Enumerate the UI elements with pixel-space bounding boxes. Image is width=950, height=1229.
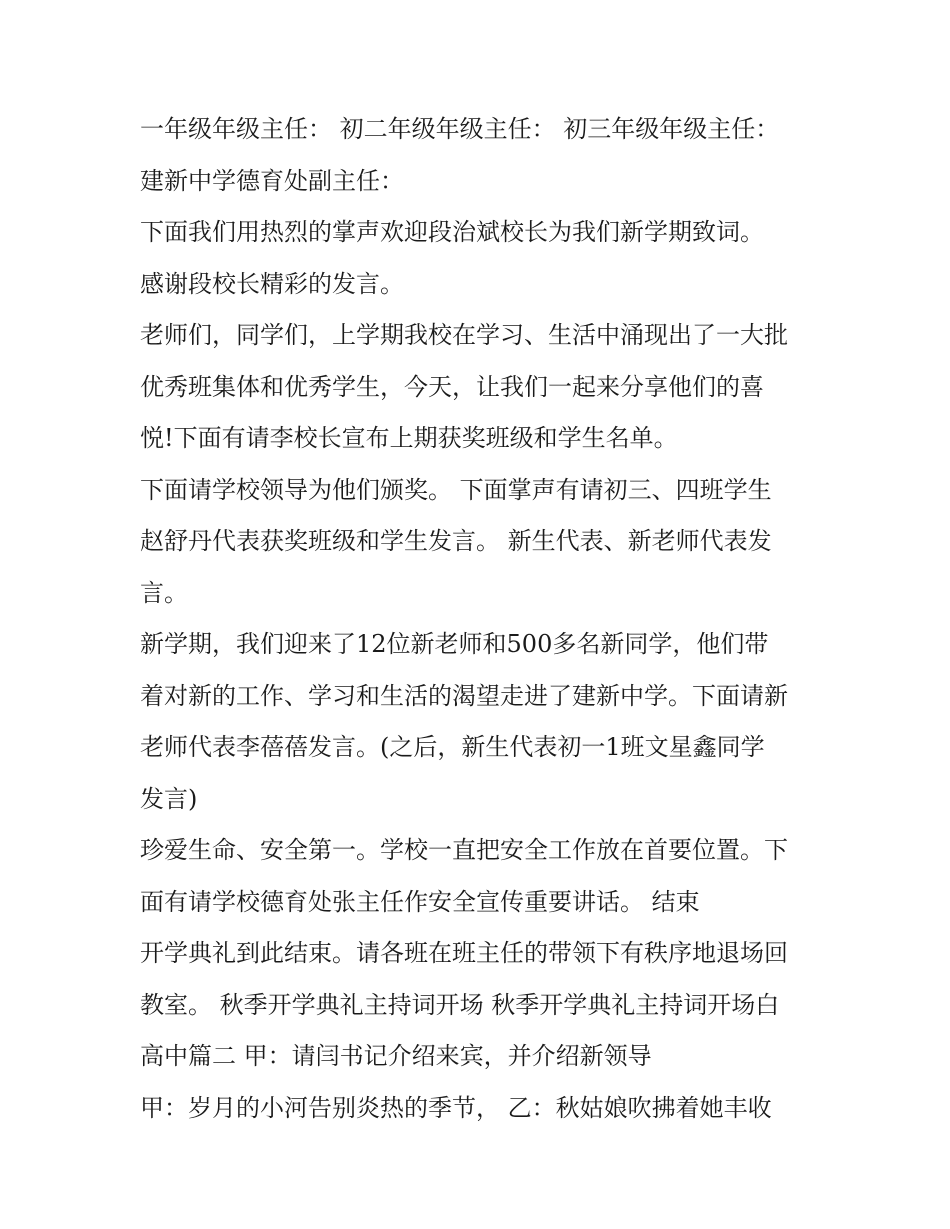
text-line: 面有请学校德育处张主任作安全宣传重要讲话。 结束 xyxy=(140,887,700,916)
text-line: 着对新的工作、学习和生活的渴望走进了建新中学。下面请新 xyxy=(140,681,788,710)
text-line: 甲：岁月的小河告别炎热的季节， 乙：秋姑娘吹拂着她丰收 xyxy=(140,1093,772,1122)
document-body xyxy=(140,104,820,1134)
text-line: 优秀班集体和优秀学生，今天，让我们一起来分享他们的喜 xyxy=(140,372,764,401)
text-line: 言。 xyxy=(140,578,188,607)
text-line: 悦!下面有请李校长宣布上期获奖班级和学生名单。 xyxy=(140,424,678,452)
text-line: 老师代表李蓓蓓发言。(之后，新生代表初一1班文星鑫同学 xyxy=(140,733,765,761)
text-line: 高中篇二 甲：请闫书记介绍来宾，并介绍新领导 xyxy=(140,1042,652,1070)
text-line: 开学典礼到此结束。请各班在班主任的带领下有秩序地退场回 xyxy=(140,939,788,967)
text-line: 下面请学校领导为他们颁奖。 下面掌声有请初三、四班学生 xyxy=(140,475,772,504)
text-line: 建新中学德育处副主任： xyxy=(140,166,404,195)
text-line: 教室。 秋季开学典礼主持词开场 秋季开学典礼主持词开场白 xyxy=(140,990,780,1019)
text-line: 下面我们用热烈的掌声欢迎段治斌校长为我们新学期致词。 xyxy=(140,218,764,246)
text-line: 一年级年级主任： 初二年级年级主任： 初三年级年级主任： xyxy=(140,115,780,143)
text-line: 感谢段校长精彩的发言。 xyxy=(140,269,404,298)
text-line: 新学期，我们迎来了12位新老师和500多名新同学，他们带 xyxy=(140,630,769,658)
text-line: 老师们，同学们，上学期我校在学习、生活中涌现出了一大批 xyxy=(140,321,788,349)
text-line: 珍爱生命、安全第一。学校一直把安全工作放在首要位置。下 xyxy=(140,836,788,864)
text-line: 赵舒丹代表获奖班级和学生发言。 新生代表、新老师代表发 xyxy=(140,527,772,555)
text-line: 发言) xyxy=(140,784,198,813)
